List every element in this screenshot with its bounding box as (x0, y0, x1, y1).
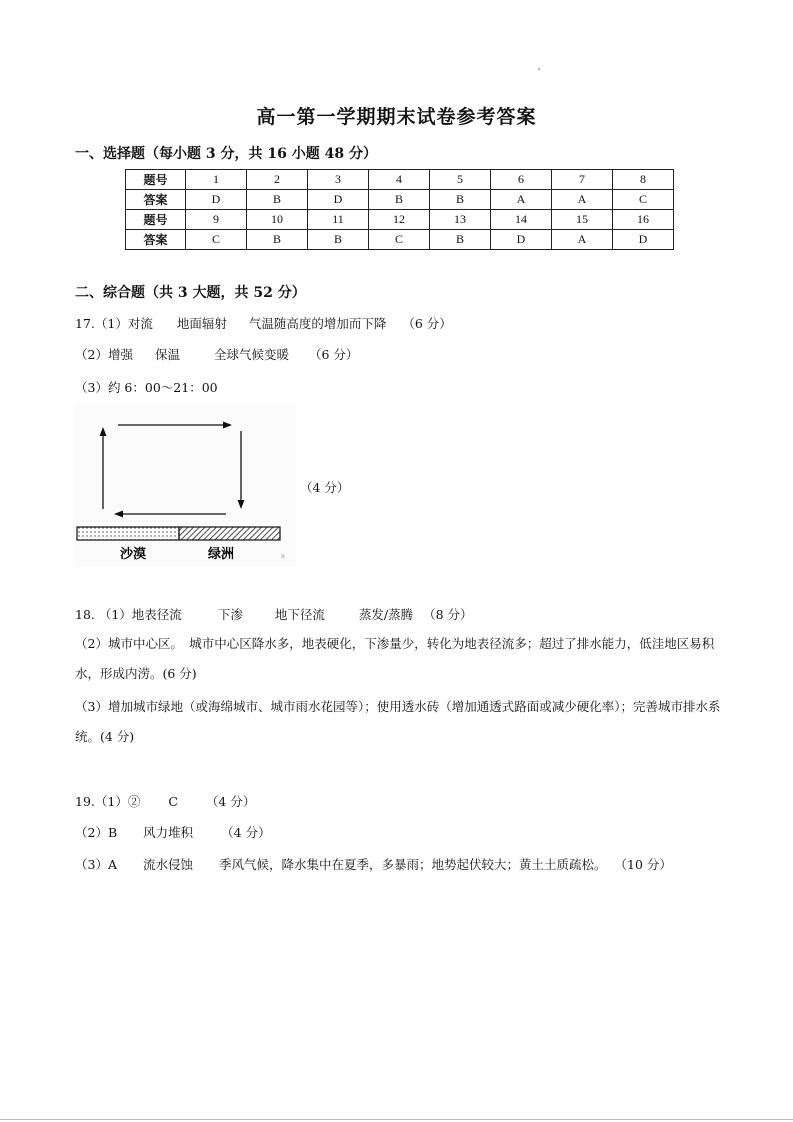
cell: 8 (613, 170, 674, 190)
q19-answer: （3）A (75, 857, 117, 872)
q17-answer: 17.（1）对流 (75, 316, 153, 331)
q17-answer: 全球气候变暖 (213, 347, 289, 362)
cell: B (369, 190, 430, 210)
q17-line2 (75, 345, 358, 363)
q18-score: （8 分） (423, 607, 473, 622)
table-row (126, 170, 674, 190)
cell: 2 (247, 170, 308, 190)
cell: 6 (491, 170, 552, 190)
row-label: 答案 (126, 190, 186, 210)
page-bottom-rule (0, 1119, 793, 1120)
q19-answer: （2）B (75, 825, 118, 840)
cell: 15 (552, 210, 613, 230)
cell: B (430, 190, 491, 210)
q19-answer: C (168, 794, 178, 809)
cell: 7 (552, 170, 613, 190)
cell: 9 (186, 210, 247, 230)
cell: 11 (308, 210, 369, 230)
arrowhead-up-icon (100, 427, 107, 436)
circulation-diagram-svg (74, 403, 296, 567)
q17-diagram-score: （4 分） (300, 480, 350, 495)
cell: D (491, 230, 552, 250)
cell: C (186, 230, 247, 250)
q19-line2 (75, 823, 271, 841)
oasis-label: 绿洲 (208, 547, 235, 562)
table-row (126, 190, 674, 210)
cell: 4 (369, 170, 430, 190)
q19-score: （4 分） (205, 794, 256, 809)
cell: D (613, 230, 674, 250)
cell: B (430, 230, 491, 250)
q19-line3 (75, 855, 672, 873)
cell: 14 (491, 210, 552, 230)
arrowhead-right-icon (223, 422, 232, 429)
q18-answer: 下渗 (217, 607, 243, 622)
q17-score: （6 分） (402, 316, 452, 331)
cell: 5 (430, 170, 491, 190)
q17-line3: （3）约 6：00～21：00 (75, 380, 218, 395)
q18-paragraph2: （2）城市中心区。 城市中心区降水多，地表硬化，下渗量少，转化为地表径流多；超过了排水能力，低洼地区易积水，形成内涝。(6 分) (75, 636, 715, 681)
q18-line1 (75, 605, 473, 623)
table-row (126, 230, 674, 250)
q19-score: （10 分） (614, 857, 672, 872)
cell: A (491, 190, 552, 210)
q19-answer: 季风气候，降水集中在夏季，多暴雨；地势起伏较大；黄土土质疏松。 (219, 857, 607, 872)
q17-line1 (75, 314, 452, 332)
q17-answer: 气温随高度的增加而下降 (248, 316, 387, 331)
cell: B (308, 230, 369, 250)
cell: B (247, 190, 308, 210)
q18-paragraph3: （3）增加城市绿地（或海绵城市、城市雨水花园等）；使用透水砖（增加通透式路面或减少硬化率）；完善城市排水系统。(4 分) (75, 699, 721, 744)
page-title: 高一第一学期期末试卷参考答案 (256, 106, 537, 128)
arrowhead-down-icon (238, 500, 245, 509)
q17-score: （6 分） (308, 347, 359, 362)
q19-answer: 风力堆积 (143, 825, 194, 840)
q19-answer: 流水侵蚀 (142, 857, 193, 872)
q19-line1 (75, 792, 255, 810)
scan-dot (538, 68, 540, 70)
q17-answer: 保温 (154, 347, 180, 362)
q19-score: （4 分） (221, 825, 271, 840)
cell: C (613, 190, 674, 210)
row-label: 答案 (126, 230, 186, 250)
section1-heading: 一、选择题（每小题 3 分，共 16 小题 48 分） (75, 146, 377, 162)
cell: D (186, 190, 247, 210)
circulation-diagram (74, 403, 296, 567)
row-label: 题号 (126, 210, 186, 230)
cell: 16 (613, 210, 674, 230)
answer-table (125, 169, 674, 250)
cell: B (247, 230, 308, 250)
cell: 1 (186, 170, 247, 190)
cell: 10 (247, 210, 308, 230)
table-row (126, 210, 674, 230)
desert-label: 沙漠 (120, 547, 147, 562)
q17-answer: （2）增强 (75, 347, 133, 362)
q19-answer: 19.（1）② (75, 794, 141, 809)
cell: D (308, 190, 369, 210)
arrowhead-left-icon (114, 511, 123, 518)
cell: 12 (369, 210, 430, 230)
cell: 3 (308, 170, 369, 190)
q18-answer: 18. （1）地表径流 (75, 607, 182, 622)
q18-answer: 蒸发/蒸腾 (358, 607, 414, 622)
cell: A (552, 230, 613, 250)
cell: 13 (430, 210, 491, 230)
q17-answer: 地面辐射 (176, 316, 227, 331)
section2-heading: 二、综合题（共 3 大题，共 52 分） (75, 285, 306, 301)
desert-bar (77, 527, 179, 540)
watermark-icon: ✕ (280, 553, 286, 561)
q18-answer: 地下径流 (274, 607, 325, 622)
cell: C (369, 230, 430, 250)
oasis-bar (179, 527, 280, 540)
row-label: 题号 (126, 170, 186, 190)
cell: A (552, 190, 613, 210)
